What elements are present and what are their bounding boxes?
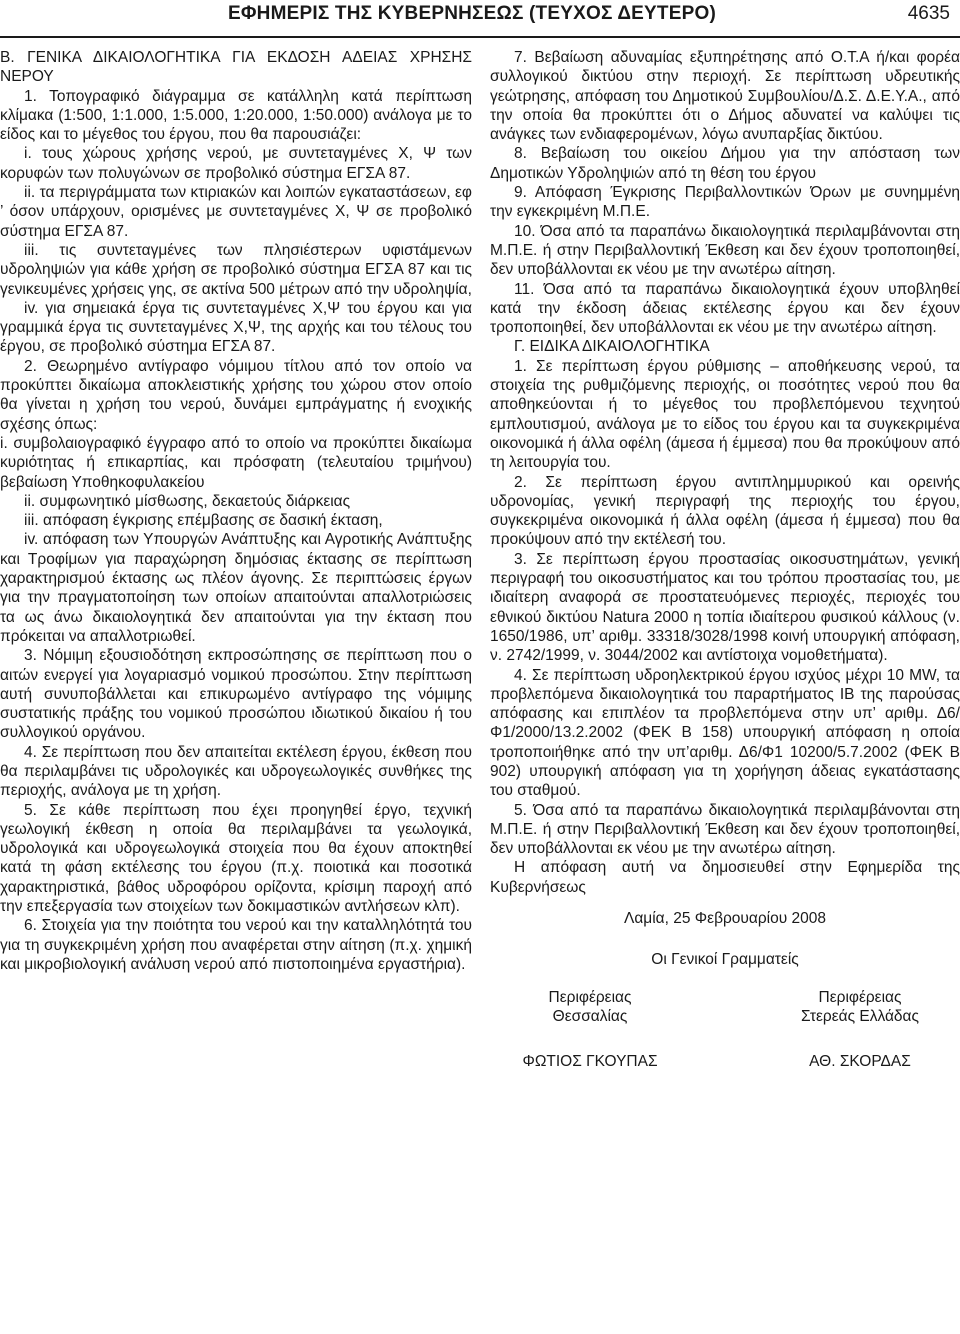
paragraph: 1. Τοπογραφικό διάγραμμα σε κατάλληλη κατά περίπτωση κλίμακα (1:500, 1:1.000, 1:5.000, 1:20.000, 1:50.000) ανάλογα με το είδος και το μέγεθος του έργου, που θα παρουσιάζει: [0, 87, 472, 144]
paragraph: iii. απόφαση έγκρισης επέμβασης σε δασική έκταση, [24, 512, 383, 530]
paragraph: iv. απόφαση των Υπουργών Ανάπτυξης και Αγροτικής Ανάπτυξης και Τροφίμων για παραχώρηση δημόσιας έκτασης σε περίπτωση χαρακτηρισμού έκτασης ως πλέον άγονης. Σε περιπτώσεις έργων για την πραγματοποίηση των οποίων απαιτούνται απαλλοτριώσεις τα ως άνω δικαιολογητικά δεν απαιτούνται για την έκταση που πρόκειται να απαλλοτριωθεί. [0, 531, 472, 645]
paragraph: 9. Απόφαση Έγκρισης Περιβαλλοντικών Όρων με συνημμένη την εγκεκριμένη Μ.Π.Ε. [490, 184, 960, 221]
place-date: Λαμία, 25 Φεβρουαρίου 2008 [623, 910, 827, 928]
paragraph: iii. τις συντεταγμένες των πλησιέστερων υφιστάμενων υδροληψιών για κάθε χρήση σε προβολικό σύστημα ΕΓΣΑ 87 και τις γενικευμένες χρήσεις γης, σε ακτίνα 500 μέτρων από την υδροληψία, [0, 241, 472, 298]
header-divider [0, 36, 960, 38]
signatory-name: ΑΘ. ΣΚΟΡΔΑΣ [809, 1053, 911, 1071]
paragraph: iv. για σημειακά έργα τις συντεταγμένες Χ,Ψ του έργου και για γραμμικά έργα τις συντεταγμένες Χ,Ψ, της αρχής και του τέλους του έργου, σε προβολικό σύστημα ΕΓΣΑ 87. [0, 299, 472, 356]
signatory [760, 988, 960, 1072]
signatory-role: Περιφέρειας [818, 988, 902, 1006]
signatory [490, 988, 690, 1072]
signatory-region: Θεσσαλίας [552, 1007, 628, 1025]
paragraph: 11. Όσα από τα παραπάνω δικαιολογητικά έχουν υποβληθεί κατά την έκδοση άδειας εκτέλεσης έργου και δεν έχουν τροποποιηθεί, δεν υποβάλλονται εκ νέου με την ανωτέρω αίτηση. [490, 280, 960, 337]
paragraph: 6. Στοιχεία για την ποιότητα του νερού και την καταλληλότητά του για τη συγκεκριμένη χρήση που αναφέρεται στην αίτηση (π.χ. χημική και μικροβιολογική ανάλυση νερού από πιστοποιημένα εργαστήρια). [0, 917, 472, 973]
page-number: 4635 [907, 3, 950, 24]
right-column [490, 48, 960, 1072]
paragraph: ii. συμφωνητικό μίσθωσης, δεκαετούς διάρκειας [24, 492, 351, 510]
section-heading-general: Β. ΓΕΝΙΚΑ ΔΙΚΑΙΟΛΟΓΗΤΙΚΑ ΓΙΑ ΕΚΔΟΣΗ ΑΔΕΙΑΣ ΧΡΗΣΗΣ ΝΕΡΟΥ [0, 49, 472, 86]
section-heading-specific: Γ. ΕΙΔΙΚΑ ΔΙΚΑΙΟΛΟΓΗΤΙΚΑ [514, 338, 710, 356]
paragraph: 3. Νόμιμη εξουσιοδότηση εκπροσώπησης σε περίπτωση που ο αιτών ενεργεί για λογαριασμό νομικού προσώπου. Στην περίπτωση αυτή συνυποβάλλεται και επικυρωμένο αντίγραφο της νόμιμης συστατικής πράξης του νομικού προσώπου ιδιωτικού δικαίου ή του συλλογικού οργάνου. [0, 647, 472, 742]
paragraph: ii. τα περιγράμματα των κτιριακών και λοιπών εγκαταστάσεων, εφ ’ όσον υπάρχουν, ορισμένες με συντεταγμένες Χ, Ψ σε προβολικό σύστημα ΕΓΣΑ 87. [0, 184, 472, 240]
paragraph: 2. Σε περίπτωση έργου αντιπλημμυρικού και ορεινής υδρονομίας, γενική περιγραφή της περιοχής του έργου, συγκεκριμένα οικονομικά ή άλλα οφέλη (άμεσα ή έμμεσα) που θα προκύψουν από την εκτέλεσή του. [490, 473, 960, 549]
paragraph: 7. Βεβαίωση αδυναμίας εξυπηρέτησης από Ο.Τ.Α ή/και φορέα συλλογικού δικτύου στην περιοχή. Σε περίπτωση υδρευτικής γεώτρησης, απόφαση του Δημοτικού Συμβουλίου/Δ.Σ. Δ.Ε.Υ.Α., από την οποία θα προκύπτει ότι ο Δήμος αδυνατεί να καλύψει τις ανάγκες των ενδιαφερομένων, λόγω ανυπαρξίας δικτύου. [490, 49, 960, 144]
paragraph: 4. Σε περίπτωση που δεν απαιτείται εκτέλεση έργου, έκθεση που θα περιλαμβάνει τις υδρολογικές και υδρογεωλογικές συνθήκες της περιοχής, ανάλογα με τη χρήση. [0, 743, 472, 800]
paragraph: 4. Σε περίπτωση υδροηλεκτρικού έργου ισχύος μέχρι 10 MW, τα προβλεπόμενα δικαιολογητικά του παραρτήματος ΙΒ της παρούσας απόφασης και επιπλέον τα προβλεπόμενα στην υπ’ αριθμ. Δ6/Φ1/2000/13.2.2002 (ΦΕΚ Β 158) υπουργική απόφαση η οποία τροποποιήθηκε από την υπ’αριθμ. Δ6/Φ1 10200/5.7.2002 (ΦΕΚ Β 902) υπουργική απόφαση για τη χορήγηση άδειας εγκατάστασης του σταθμού. [490, 666, 960, 800]
signatory-role: Περιφέρειας [548, 988, 632, 1006]
paragraph: 2. Θεωρημένο αντίγραφο νόμιμου τίτλου από τον οποίο να προκύπτει δικαίωμα αποκλειστικής χρήσης του χώρου στον οποίο θα γίνεται η χρήση του νερού, δυνάμει εμπράγματης ή ενοχικής σχέσης όπως: [0, 357, 472, 433]
signatory-name: ΦΩΤΙΟΣ ΓΚΟΥΠΑΣ [522, 1053, 658, 1071]
signature-block [490, 988, 960, 1072]
paragraph: i. τους χώρους χρήσης νερού, με συντεταγμένες Χ, Ψ των κορυφών των πολυγώνων σε προβολικό σύστημα ΕΓΣΑ 87. [0, 145, 472, 182]
publication-order: Η απόφαση αυτή να δημοσιευθεί στην Εφημερίδα της Κυβερνήσεως [490, 859, 960, 896]
paragraph: 5. Σε κάθε περίπτωση που έχει προηγηθεί έργο, τεχνική γεωλογική έκθεση η οποία θα περιλαμβάνει τα γεωλογικά, υδρολογικά και υδρογεωλογικά στοιχεία που θα έχουν αποκτηθεί κατά τη φάση εκτέλεσης του έργου (π.χ. ποιοτικά και ποσοτικά χαρακτηριστικά, βάθος υδροφόρου ορίζοντα, κρίσιμη παροχή από την επεξεργασία των στοιχείων των δοκιμαστικών αντλήσεων κλπ). [0, 801, 472, 916]
paragraph: 5. Όσα από τα παραπάνω δικαιολογητικά περιλαμβάνονται στη Μ.Π.Ε. ή στην Περιβαλλοντική Έκθεση και δεν έχουν τροποποιηθεί, δεν υποβάλλονται εκ νέου με την ανωτέρω αίτηση. [490, 801, 960, 858]
signatories-heading: Οι Γενικοί Γραμματείς [651, 951, 799, 969]
paragraph: 8. Βεβαίωση του οικείου Δήμου για την απόσταση των Δημοτικών Υδροληψιών από τη θέση του έργου [490, 145, 960, 182]
paragraph: 3. Σε περίπτωση έργου προστασίας οικοσυστημάτων, γενική περιγραφή του οικοσυστήματος και του τρόπου προστασίας του, με ιδιαίτερη αναφορά σε προστατευόμενες περιοχές, περιοχές του εθνικού δικτύου Natura 2000 η τοπία ιδιαίτερου φυσικού κάλλους (ν. 1650/1986, υπ’ αριθμ. 33318/3028/1998 κοινή υπουργική απόφαση, ν. 2742/1999, ν. 3044/2002 και αντίστοιχα νομοθετήματα). [490, 550, 960, 665]
paragraph: 10. Όσα από τα παραπάνω δικαιολογητικά περιλαμβάνονται στη Μ.Π.Ε. ή στην Περιβαλλοντική Έκθεση και δεν έχουν τροποποιηθεί, δεν υποβάλλονται εκ νέου με την ανωτέρω αίτηση. [490, 222, 960, 279]
paragraph: 1. Σε περίπτωση έργου ρύθμισης – αποθήκευσης νερού, τα στοιχεία της ρυθμιζόμενης περιοχής, οι ποσότητες νερού που θα αποθηκεύονται ή το μέγεθος του προβλεπόμενου τεχνητού εμπλουτισμού, ανάλογα με το είδος του έργου και τα συγκεκριμένα οικονομικά ή άλλα οφέλη (άμεσα ή έμμεσα) που θα προκύψουν από τη λειτουργία του. [490, 357, 960, 472]
signatory-region: Στερεάς Ελλάδας [801, 1007, 919, 1025]
page-header [0, 0, 960, 40]
left-column [0, 48, 472, 974]
paragraph: i. συμβολαιογραφικό έγγραφο από το οποίο να προκύπτει δικαίωμα κυριότητας ή επικαρπίας, και πρόσφατη (τελευταίου τριμήνου) βεβαίωση Υποθηκοφυλακείου [0, 434, 472, 491]
gazette-title: ΕΦΗΜΕΡΙΣ ΤΗΣ ΚΥΒΕΡΝΗΣΕΩΣ (ΤΕΥΧΟΣ ΔΕΥΤΕΡΟ) [228, 3, 716, 24]
